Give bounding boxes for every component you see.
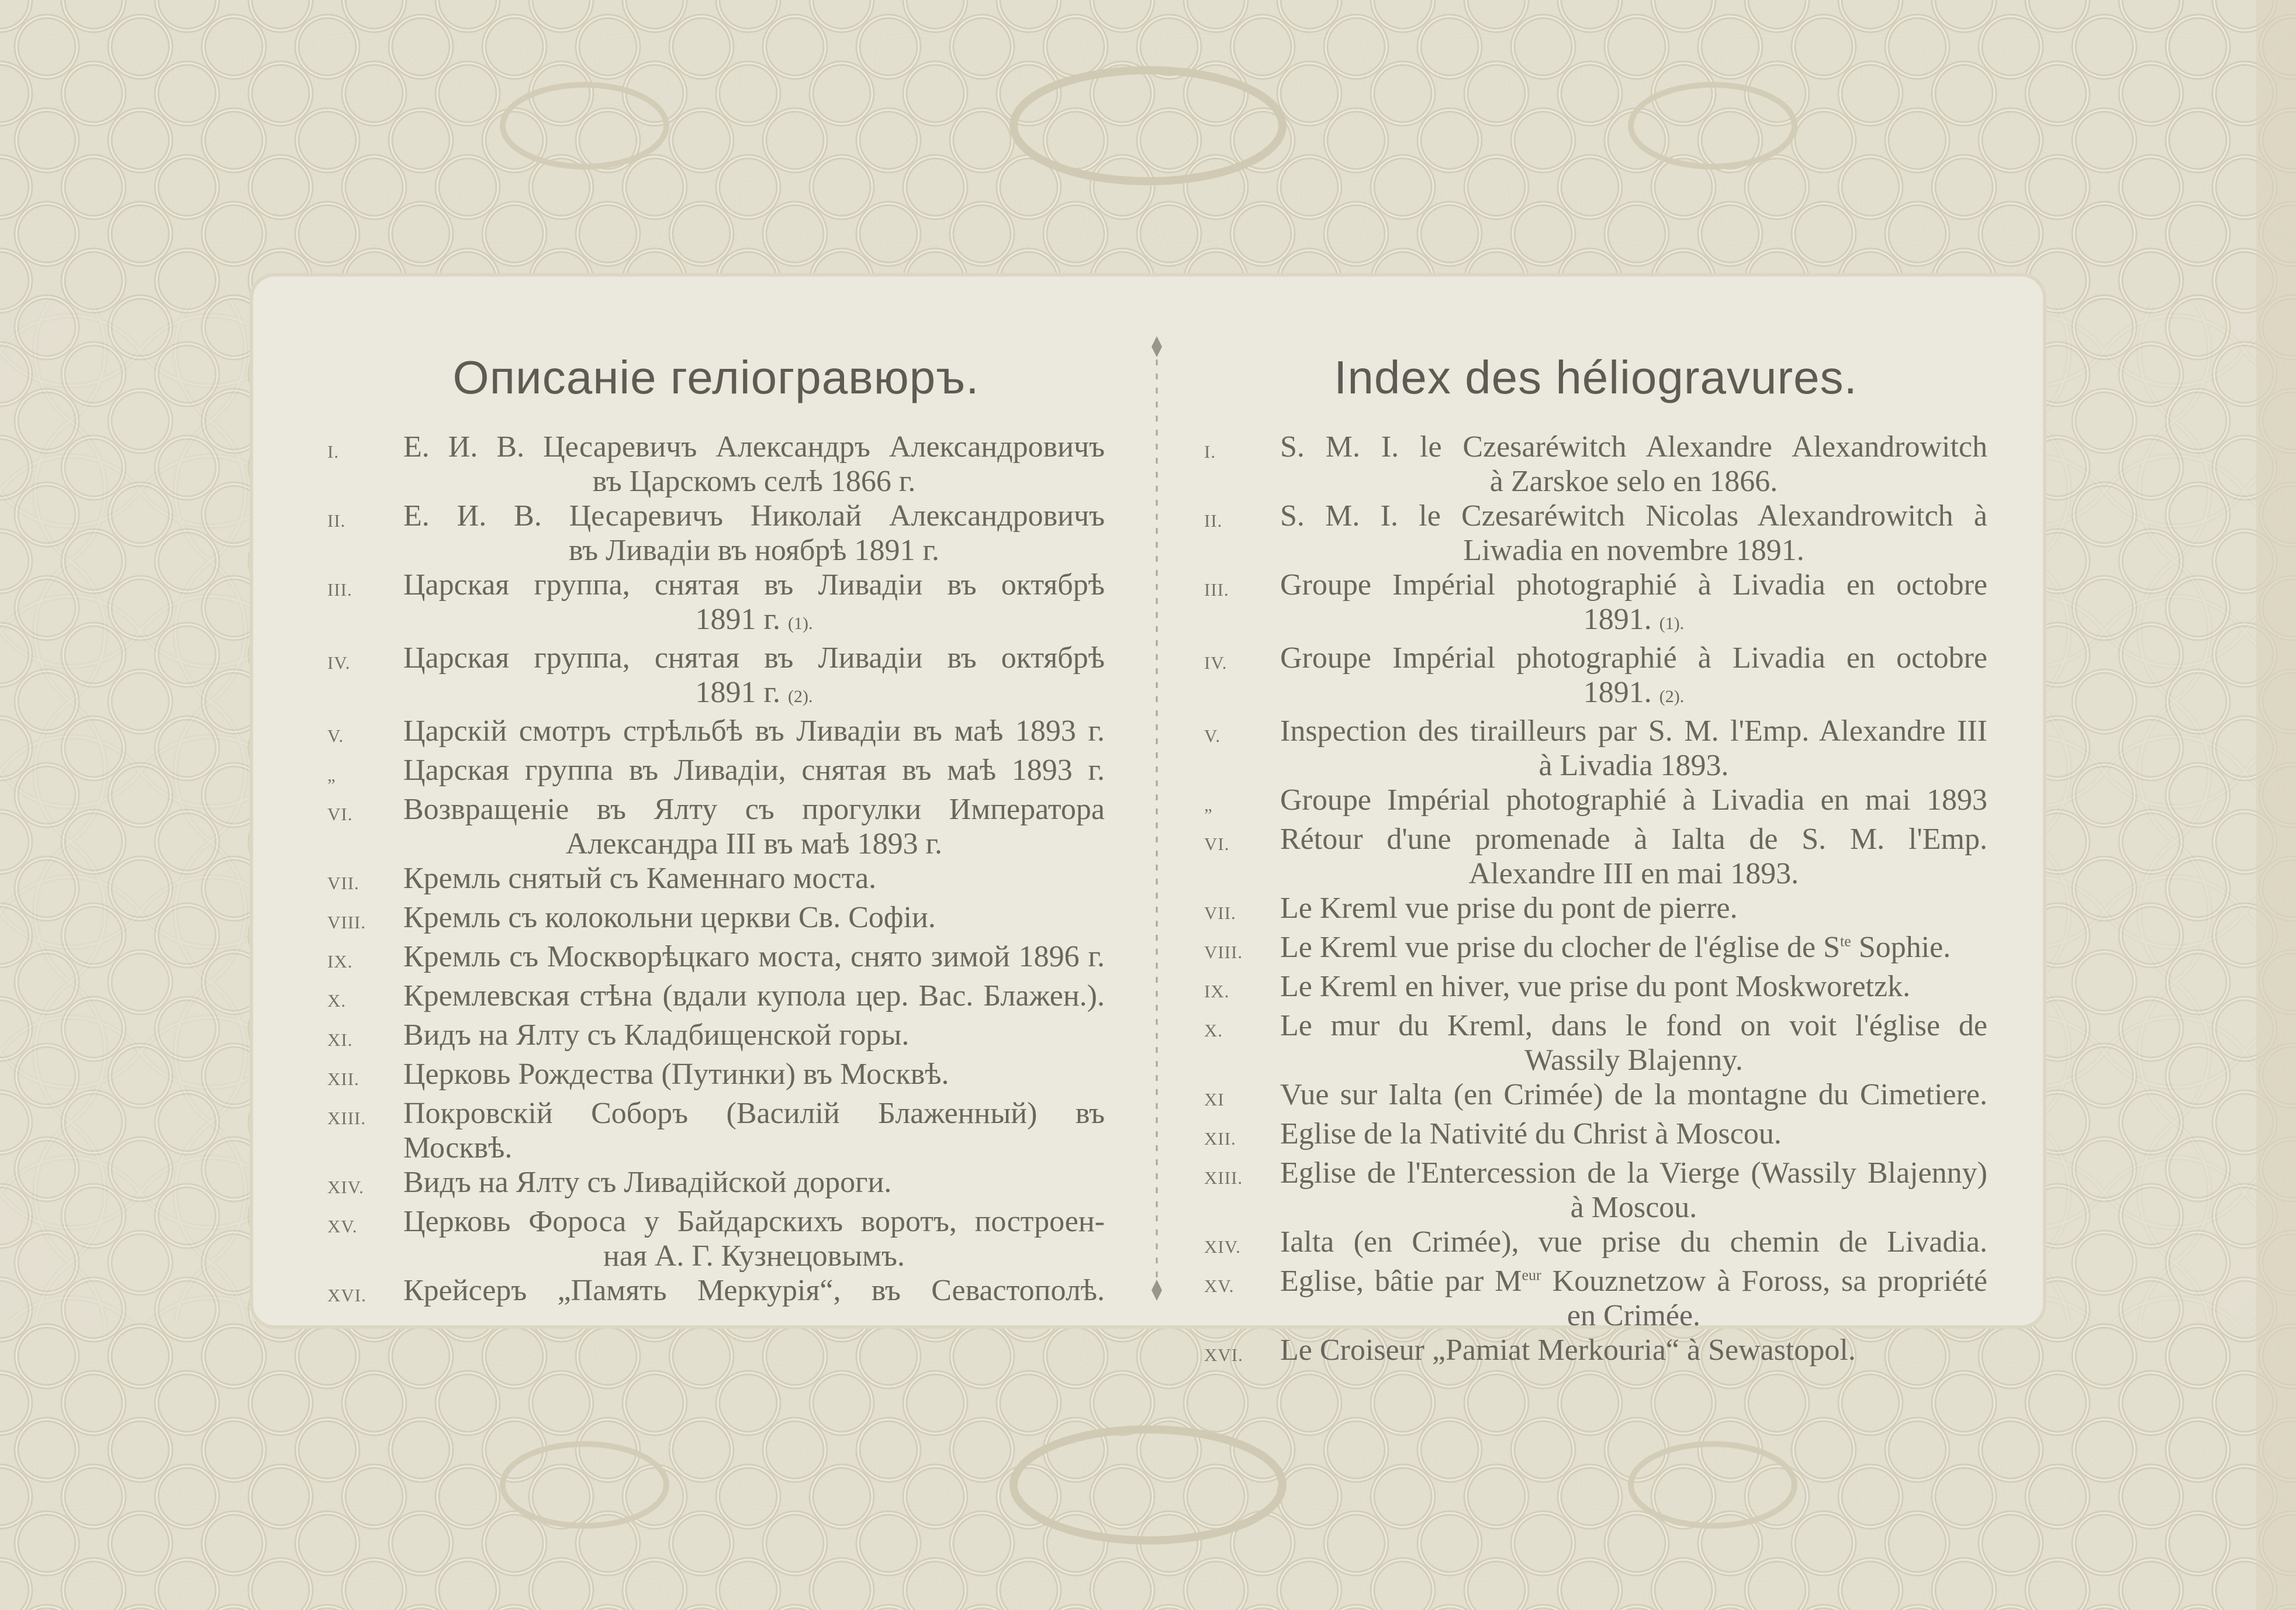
index-entry-ru-14 <box>327 1165 1105 1204</box>
entry-number: IX. <box>327 951 353 972</box>
index-entry-ru-4 <box>327 641 1105 714</box>
entry-text-continued: en Crimée. <box>1567 1299 1701 1332</box>
index-entry-fr-9 <box>1204 969 1987 1008</box>
entry-text-continued: à Moscou. <box>1570 1191 1697 1224</box>
entry-text-continued: Александра III въ маѣ 1893 г. <box>565 827 943 861</box>
entry-text: Le Croiseur „Pamiat Merkouria“ à Sewastopol. <box>1280 1333 1856 1367</box>
entry-number: XIV. <box>327 1177 364 1197</box>
entry-number: II. <box>327 510 346 531</box>
entry-text: S. M. I. le Czesaréwitch Alexandre Alexandrowitch <box>1280 430 1987 464</box>
entry-number: XV. <box>1204 1276 1235 1296</box>
entry-number: XIV. <box>1204 1236 1241 1257</box>
index-entry-ru-10 <box>327 979 1105 1018</box>
entry-text: Царскій смотръ стрѣльбѣ въ Ливадіи въ маѣ 1893 г. <box>403 714 1105 748</box>
entry-text: Groupe Impérial photographié à Livadia en octobre <box>1280 641 1987 675</box>
index-entry-fr-5 <box>1204 714 1987 783</box>
entry-text: Царская группа, снятая въ Ливадіи въ октябрѣ <box>403 641 1105 675</box>
entry-text: Le Kreml vue prise du pont de pierre. <box>1280 892 1738 925</box>
index-entry-ru-11 <box>327 1018 1105 1057</box>
entry-text-tail: Kouznetzow à Foross, sa propriété <box>1541 1264 1987 1298</box>
entry-text: Vue sur Ialta (en Crimée) de la montagne du Cimetiere. <box>1280 1078 1987 1111</box>
index-entry-fr-10 <box>1204 1008 1987 1077</box>
entry-text: Eglise de la Nativité du Christ à Moscou. <box>1280 1117 1782 1151</box>
index-entry-fr-13 <box>1204 1156 1987 1225</box>
entry-text: Rétour d'une promenade à Ialta de S. M. l'Emp. <box>1280 823 1987 856</box>
entry-note: (1). <box>1659 614 1685 633</box>
entry-number: IV. <box>1204 652 1227 673</box>
entry-number: X. <box>1204 1020 1223 1041</box>
entry-text: Царская группа въ Ливадіи, снятая въ маѣ 1893 г. <box>403 754 1105 787</box>
entry-note: (2). <box>1659 687 1685 706</box>
entry-text: Eglise de l'Entercession de la Vierge (Wassily Blajenny) <box>1280 1156 1987 1190</box>
index-entry-ru-13 <box>327 1096 1105 1165</box>
index-entry-ru-8 <box>327 900 1105 939</box>
entry-number: „ <box>1204 794 1213 815</box>
entry-number: XII. <box>1204 1128 1236 1149</box>
index-entry-ru-2 <box>327 499 1105 568</box>
entry-text-continued: 1891 г. <box>695 676 780 709</box>
index-title-russian: Описаніе геліогравюръ. <box>452 351 980 403</box>
entry-number: XIII. <box>327 1108 366 1128</box>
entry-number: I. <box>327 441 340 462</box>
entry-number: I. <box>1204 441 1216 462</box>
entry-text-continued: à Zarskoe selo en 1866. <box>1489 465 1778 498</box>
index-entry-ru-1 <box>327 430 1105 499</box>
entry-number: XVI. <box>327 1285 366 1305</box>
entry-note: (1). <box>787 614 813 633</box>
entry-number: II. <box>1204 510 1223 531</box>
entry-number: XI. <box>327 1029 353 1050</box>
entry-text: Кремль съ Москворѣцкаго моста, снято зимой 1896 г. <box>403 940 1105 973</box>
entry-text-tail: Sophie. <box>1851 931 1951 964</box>
index-entry-fr-11 <box>1204 1077 1987 1117</box>
entry-text-continued: Москвѣ. <box>403 1131 513 1165</box>
entry-number: X. <box>327 990 347 1011</box>
entry-number: XVI. <box>1204 1345 1243 1365</box>
entry-text-continued: à Livadia 1893. <box>1538 749 1729 782</box>
index-entry-fr-2 <box>1204 499 1987 568</box>
entry-text-continued: ная А. Г. Кузнецовымъ. <box>603 1239 905 1273</box>
entry-text: Церковь Фороса у Байдарскихъ воротъ, построен- <box>403 1205 1105 1238</box>
entry-superscript: te <box>1840 932 1851 950</box>
index-entry-fr-3 <box>1204 568 1987 641</box>
entry-text: Inspection des tirailleurs par S. M. l'Emp. Alexandre III <box>1280 714 1987 748</box>
entry-number: VI. <box>1204 834 1230 854</box>
index-entry-ru-16 <box>327 1273 1105 1312</box>
entry-text: Le Kreml en hiver, vue prise du pont Moskworetzk. <box>1280 970 1911 1003</box>
entry-number: XI <box>1204 1089 1225 1110</box>
index-entry-ru-9 <box>327 939 1105 979</box>
entry-text: Le mur du Kreml, dans le fond on voit l'église de <box>1280 1009 1987 1042</box>
entry-text: Е. И. В. Цесаревичъ Николай Александровичъ <box>403 499 1105 533</box>
entry-superscript: eur <box>1522 1266 1541 1284</box>
entry-text: Ialta (en Crimée), vue prise du chemin de Livadia. <box>1280 1225 1987 1259</box>
entry-text-continued: 1891. <box>1583 676 1652 709</box>
index-entry-fr-1 <box>1204 430 1987 499</box>
center-divider <box>1148 336 1166 1301</box>
index-entry-fr-6 <box>1204 822 1987 891</box>
index-entry-fr-5b <box>1204 783 1987 822</box>
entry-number: III. <box>327 579 352 600</box>
entry-text: Eglise, bâtie par M <box>1280 1264 1522 1298</box>
entry-text: Кремлевская стѣна (вдали купола цер. Вас. Блажен.). <box>403 979 1105 1013</box>
index-list-russian <box>327 430 1105 1312</box>
entry-number: III. <box>1204 579 1229 600</box>
entry-text: Le Kreml vue prise du clocher de l'église de S <box>1280 931 1841 964</box>
index-entry-ru-15 <box>327 1204 1105 1273</box>
entry-text-continued: Alexandre III en mai 1893. <box>1468 857 1799 890</box>
entry-number: XIII. <box>1204 1167 1243 1188</box>
index-entry-fr-15 <box>1204 1264 1987 1333</box>
index-entry-fr-8 <box>1204 930 1987 969</box>
entry-note: (2). <box>787 687 813 706</box>
entry-number: V. <box>1204 725 1221 746</box>
index-title-french: Index des héliogravures. <box>1334 351 1858 403</box>
entry-number: XV. <box>327 1216 358 1236</box>
entry-number: VII. <box>327 873 359 893</box>
entry-text: Царская группа, снятая въ Ливадіи въ октябрѣ <box>403 568 1105 602</box>
entry-text: Кремль снятый съ Каменнаго моста. <box>403 862 877 895</box>
entry-text-continued: Liwadia en novembre 1891. <box>1463 534 1804 567</box>
entry-text: Крейсеръ „Память Меркурія“, въ Севастополѣ. <box>403 1274 1105 1307</box>
entry-text: Е. И. В. Цесаревичъ Александръ Александровичъ <box>403 430 1105 464</box>
entry-text: S. M. I. le Czesaréwitch Nicolas Alexandrowitch à <box>1280 499 1987 533</box>
index-entry-ru-12 <box>327 1057 1105 1096</box>
index-entry-ru-5 <box>327 714 1105 753</box>
entry-text: Покровскій Соборъ (Василій Блаженный) въ <box>403 1097 1105 1130</box>
entry-text: Видъ на Ялту съ Кладбищенской горы. <box>403 1018 910 1052</box>
index-entry-fr-16 <box>1204 1333 1987 1372</box>
entry-number: VIII. <box>1204 942 1243 962</box>
index-entry-fr-14 <box>1204 1225 1987 1264</box>
entry-number: IX. <box>1204 981 1230 1001</box>
index-entry-ru-7 <box>327 861 1105 900</box>
entry-text: Возвращеніе въ Ялту съ прогулки Императора <box>403 793 1105 826</box>
entry-number: XII. <box>327 1069 359 1089</box>
entry-text-continued: 1891 г. <box>695 603 780 636</box>
entry-text-continued: въ Царскомъ селѣ 1866 г. <box>592 465 916 498</box>
entry-text-continued: Wassily Blajenny. <box>1524 1044 1743 1077</box>
entry-text: Церковь Рождества (Путинки) въ Москвѣ. <box>403 1058 949 1091</box>
index-entry-ru-3 <box>327 568 1105 641</box>
entry-number: VI. <box>327 804 353 824</box>
entry-text-continued: въ Ливадіи въ ноябрѣ 1891 г. <box>569 534 939 567</box>
entry-number: V. <box>327 725 344 746</box>
index-entry-fr-7 <box>1204 891 1987 930</box>
index-entry-fr-12 <box>1204 1117 1987 1156</box>
entry-text: Видъ на Ялту съ Ливадійской дороги. <box>403 1166 892 1199</box>
index-entry-ru-5b <box>327 753 1105 792</box>
entry-text-continued: 1891. <box>1583 603 1652 636</box>
entry-text: Кремль съ колокольни церкви Св. Софіи. <box>403 901 936 934</box>
index-list-french <box>1204 430 1987 1372</box>
entry-number: VII. <box>1204 903 1236 923</box>
entry-number: IV. <box>327 652 351 673</box>
entry-number: „ <box>327 765 336 785</box>
index-entry-ru-6 <box>327 792 1105 861</box>
entry-text: Groupe Impérial photographié à Livadia en octobre <box>1280 568 1987 602</box>
index-entry-fr-4 <box>1204 641 1987 714</box>
entry-text: Groupe Impérial photographié à Livadia en mai 1893 <box>1280 783 1987 817</box>
entry-number: VIII. <box>327 912 366 932</box>
